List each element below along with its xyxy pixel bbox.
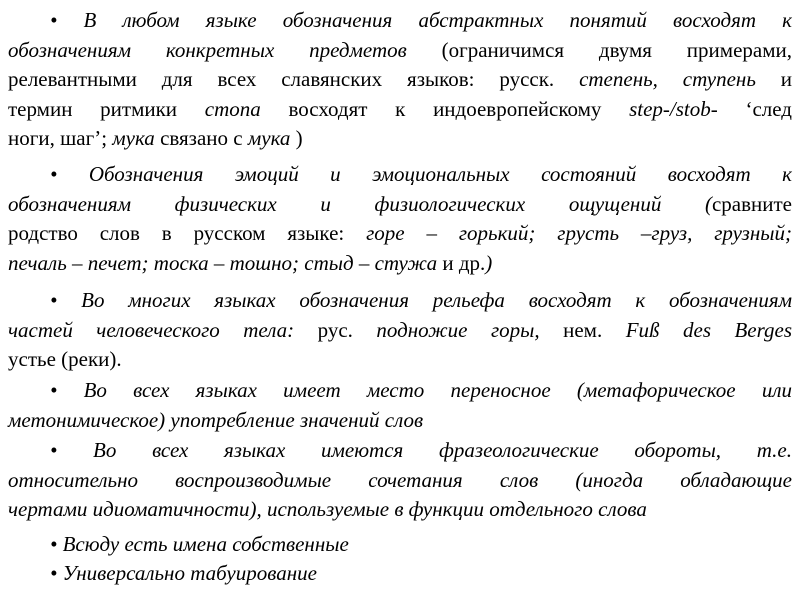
text-line xyxy=(8,559,792,589)
text-run: родство слов в русском языке: xyxy=(8,221,367,245)
text-run: и xyxy=(755,67,792,91)
text-run: степень, ступень xyxy=(579,67,756,91)
text-run: • Во всех языках имеются фразеологические обороты, т.е. xyxy=(50,438,792,462)
text-run: ) xyxy=(290,126,303,150)
bullet-item-5 xyxy=(8,436,792,525)
text-line xyxy=(8,249,792,279)
text-run: стопа xyxy=(204,96,261,121)
text-run: подножие горы, xyxy=(376,317,540,342)
text-run: метонимическое) употребление значений слов xyxy=(8,407,424,432)
text-run: нем. xyxy=(539,317,626,342)
text-run: • Во всех языках имеет место переносное (метафорическое или xyxy=(50,378,792,402)
text-run: частей человеческого тела: xyxy=(8,317,295,342)
text-line xyxy=(8,436,792,466)
bullet-item-1 xyxy=(8,6,792,154)
bullet-item-6 xyxy=(8,530,792,560)
text-run: (ограничимся двумя примерами, xyxy=(406,37,792,62)
text-line xyxy=(8,530,792,560)
text-run: связано с xyxy=(154,126,248,150)
text-line xyxy=(8,6,792,36)
text-line xyxy=(8,95,792,125)
text-line xyxy=(8,190,792,220)
text-run: • Всюду есть имена собственные xyxy=(50,532,349,556)
text-run: релевантными для всех славянских языков: русск. xyxy=(8,67,580,91)
text-run: горе – горький; грусть –груз, грузный; xyxy=(366,221,792,245)
text-run: сравните xyxy=(711,191,792,216)
text-line xyxy=(8,124,792,154)
text-run: устье (реки). xyxy=(8,347,122,371)
text-line xyxy=(8,36,792,66)
text-line xyxy=(8,406,792,436)
text-run: мука xyxy=(247,126,291,150)
text-line xyxy=(8,286,792,316)
text-run: обозначениям физических и физиологических ощущений ( xyxy=(8,191,712,216)
text-line xyxy=(8,466,792,496)
text-run: Fuß des Berges xyxy=(625,317,793,342)
text-line xyxy=(8,345,792,375)
bullet-item-2 xyxy=(8,160,792,278)
text-line xyxy=(8,376,792,406)
text-run: step-/stob- xyxy=(629,96,718,121)
bullet-item-4 xyxy=(8,376,792,435)
text-run: термин ритмики xyxy=(8,96,205,121)
text-run: • Универсально табуирование xyxy=(50,561,317,585)
bullet-item-7 xyxy=(8,559,792,589)
text-line xyxy=(8,316,792,346)
text-line xyxy=(8,219,792,249)
text-run: чертами идиоматичности), используемые в функции отдельного слова xyxy=(8,497,647,521)
text-run: и др. xyxy=(437,250,486,275)
text-run: обозначениям конкретных предметов xyxy=(8,37,407,62)
text-run: ноги, шаг’; xyxy=(8,126,113,150)
text-run: рус. xyxy=(294,317,377,342)
text-run: • Во многих языках обозначения рельефа восходят к обозначениям xyxy=(50,288,792,312)
text-run: ) xyxy=(485,250,493,275)
text-run: печаль – печет; тоска – тошно; стыд – стужа xyxy=(8,250,438,275)
bullet-item-3 xyxy=(8,286,792,375)
text-line xyxy=(8,65,792,95)
text-run: ‘след xyxy=(717,96,792,121)
text-run: • В любом языке обозначения абстрактных понятий восходят к xyxy=(50,8,792,32)
text-line xyxy=(8,495,792,525)
text-run: • Обозначения эмоций и эмоциональных состояний восходят к xyxy=(50,162,792,186)
text-run: относительно воспроизводимые сочетания слов (иногда обладающие xyxy=(8,467,792,492)
text-line xyxy=(8,160,792,190)
text-run: мука xyxy=(112,126,155,150)
text-run: восходят к индоевропейскому xyxy=(260,96,630,121)
